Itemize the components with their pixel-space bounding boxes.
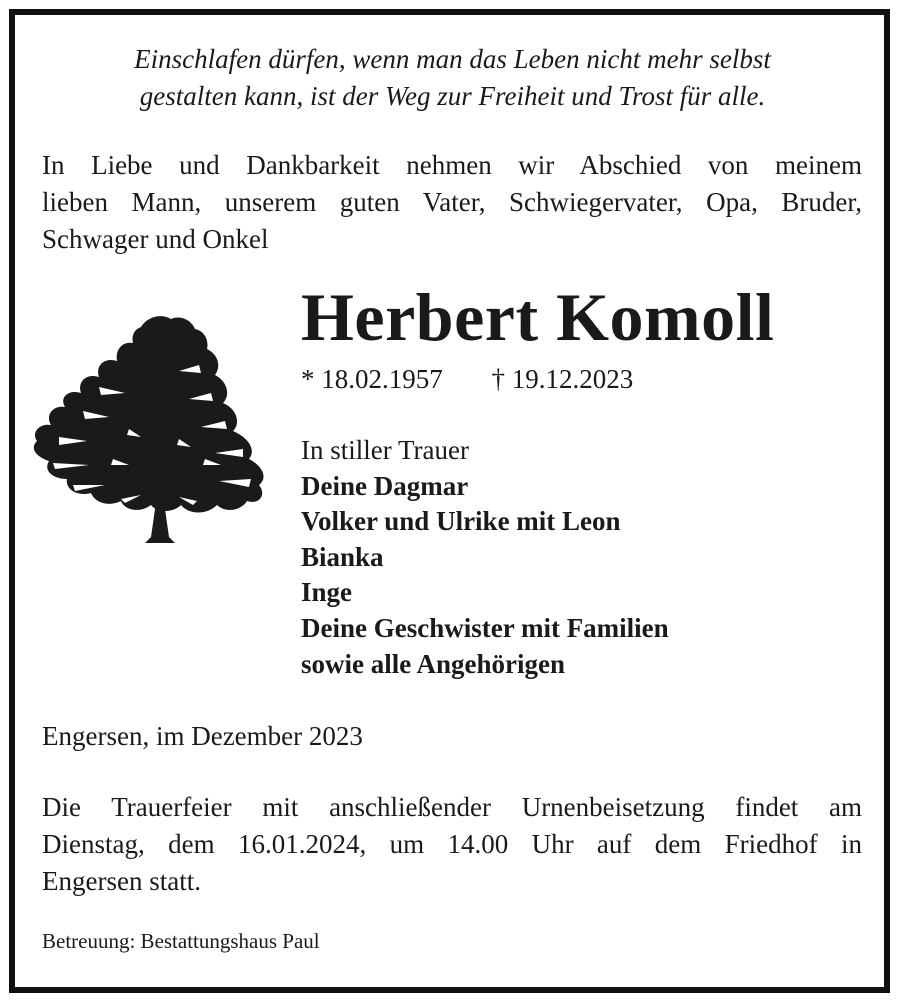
life-dates [301,361,633,397]
mourner-name: Deine Geschwister mit Familien [301,612,669,643]
death-date: † 19.12.2023 [491,364,634,394]
mourners-heading: In stiller Trauer [301,435,469,465]
mourners-list [301,433,669,682]
obituary-notice [9,9,890,993]
ceremony-line: Engersen statt. [42,866,201,896]
mourner-name: sowie alle Angehörigen [301,648,565,679]
mourner-name: Inge [301,577,353,608]
motto-line: Einschlafen dürfen, wenn man das Leben nicht mehr selbst [134,44,771,74]
mourner-name: Bianka [301,541,384,572]
intro-text [42,147,862,258]
deceased-name: Herbert Komoll [301,279,775,355]
ceremony-line: Die Trauerfeier mit anschließender Urnenbeisetzung findet am [42,792,862,822]
intro-line: Schwager und Onkel [42,224,269,254]
tree-icon [29,309,271,545]
place-date: Engersen, im Dezember 2023 [42,721,363,751]
funeral-home-credit: Betreuung: Bestattungshaus Paul [42,929,320,953]
ceremony-info [42,789,862,900]
motto-line: gestalten kann, ist der Weg zur Freiheit und Trost für alle. [139,81,766,111]
intro-line: In Liebe und Dankbarkeit nehmen wir Abschied von meinem [42,150,862,180]
ceremony-line: Dienstag, dem 16.01.2024, um 14.00 Uhr auf dem Friedhof in [42,829,862,859]
motto-quote [45,41,860,115]
birth-date: * 18.02.1957 [301,364,443,394]
mourner-name: Volker und Ulrike mit Leon [301,506,621,537]
mourner-name: Deine Dagmar [301,470,469,501]
intro-line: lieben Mann, unserem guten Vater, Schwiegervater, Opa, Bruder, [42,187,862,217]
